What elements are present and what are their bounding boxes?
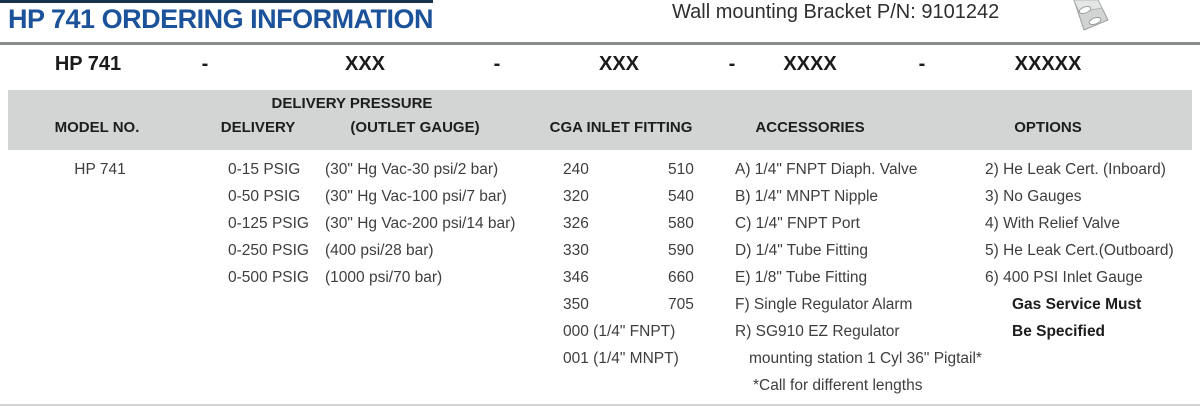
cga-fitting-item: 240 <box>563 161 589 178</box>
cga-fitting-item: 346 <box>563 269 589 286</box>
outlet-gauge-item: (30" Hg Vac-200 psi/14 bar) <box>325 215 516 232</box>
accessory-item: B) 1/4" MNPT Nipple <box>735 188 879 205</box>
delivery-range-item: 0-250 PSIG <box>228 242 309 259</box>
gas-service-note-line2: Be Specified <box>1012 323 1106 340</box>
wall-bracket-icon <box>1062 0 1112 32</box>
outlet-gauge-item: (30" Hg Vac-30 psi/2 bar) <box>325 161 499 178</box>
ordering-dash-4: - <box>918 53 926 75</box>
cga-fitting-item: 350 <box>563 296 589 313</box>
top-navy-bar <box>0 0 433 3</box>
outlet-gauge-item: (400 psi/28 bar) <box>325 242 434 259</box>
cga-fitting-item: 580 <box>668 215 694 232</box>
option-item: 4) With Relief Valve <box>985 215 1120 232</box>
ordering-segment-options: XXXXX <box>1014 53 1082 75</box>
ordering-segment-accessories: XXXX <box>783 53 837 75</box>
column-header-accessories: ACCESSORIES <box>755 119 865 136</box>
delivery-range-item: 0-50 PSIG <box>228 188 301 205</box>
accessory-item-continuation: mounting station 1 Cyl 36" Pigtail* <box>749 350 982 367</box>
accessory-item: C) 1/4" FNPT Port <box>735 215 860 232</box>
ordering-dash-3: - <box>728 53 736 75</box>
ordering-segment-delivery: XXX <box>344 53 386 75</box>
cga-fitting-item: 705 <box>668 296 694 313</box>
delivery-range-item: 0-500 PSIG <box>228 269 309 286</box>
column-header-model-no: MODEL NO. <box>54 119 140 136</box>
option-item: 5) He Leak Cert.(Outboard) <box>985 242 1174 259</box>
column-header-options: OPTIONS <box>1014 119 1082 136</box>
column-header-cga-inlet-fitting: CGA INLET FITTING <box>549 119 693 136</box>
option-item: 3) No Gauges <box>985 188 1082 205</box>
wall-bracket-note: Wall mounting Bracket P/N: 9101242 <box>672 1 1000 23</box>
cga-fitting-item: 590 <box>668 242 694 259</box>
title-divider-rule <box>0 42 1200 45</box>
bottom-divider-rule <box>0 404 1200 406</box>
accessory-item: R) SG910 EZ Regulator <box>735 323 900 340</box>
accessory-item: F) Single Regulator Alarm <box>735 296 913 313</box>
outlet-gauge-item: (1000 psi/70 bar) <box>325 269 443 286</box>
cga-fitting-item: 330 <box>563 242 589 259</box>
option-item: 6) 400 PSI Inlet Gauge <box>985 269 1143 286</box>
cga-fitting-item: 000 (1/4" FNPT) <box>563 323 676 340</box>
delivery-range-item: 0-15 PSIG <box>228 161 301 178</box>
column-group-delivery-pressure: DELIVERY PRESSURE <box>271 95 433 112</box>
outlet-gauge-item: (30" Hg Vac-100 psi/7 bar) <box>325 188 507 205</box>
ordering-dash-1: - <box>201 53 209 75</box>
cga-fitting-item: 660 <box>668 269 694 286</box>
column-header-delivery: DELIVERY <box>220 119 296 136</box>
cga-fitting-item: 326 <box>563 215 589 232</box>
cga-fitting-item: 001 (1/4" MNPT) <box>563 350 679 367</box>
delivery-range-item: 0-125 PSIG <box>228 215 309 232</box>
accessory-footnote: *Call for different lengths <box>753 377 923 394</box>
page-title: HP 741 ORDERING INFORMATION <box>8 4 434 34</box>
model-no-value: HP 741 <box>74 161 126 178</box>
ordering-dash-2: - <box>493 53 501 75</box>
gas-service-note-line1: Gas Service Must <box>1012 296 1142 313</box>
accessory-item: E) 1/8" Tube Fitting <box>735 269 868 286</box>
ordering-segment-cga: XXX <box>598 53 640 75</box>
cga-fitting-item: 540 <box>668 188 694 205</box>
ordering-model: HP 741 <box>54 53 122 75</box>
accessory-item: A) 1/4" FNPT Diaph. Valve <box>735 161 918 178</box>
option-item: 2) He Leak Cert. (Inboard) <box>985 161 1166 178</box>
accessory-item: D) 1/4" Tube Fitting <box>735 242 869 259</box>
cga-fitting-item: 320 <box>563 188 589 205</box>
column-header-outlet-gauge: (OUTLET GAUGE) <box>350 119 480 136</box>
cga-fitting-item: 510 <box>668 161 694 178</box>
